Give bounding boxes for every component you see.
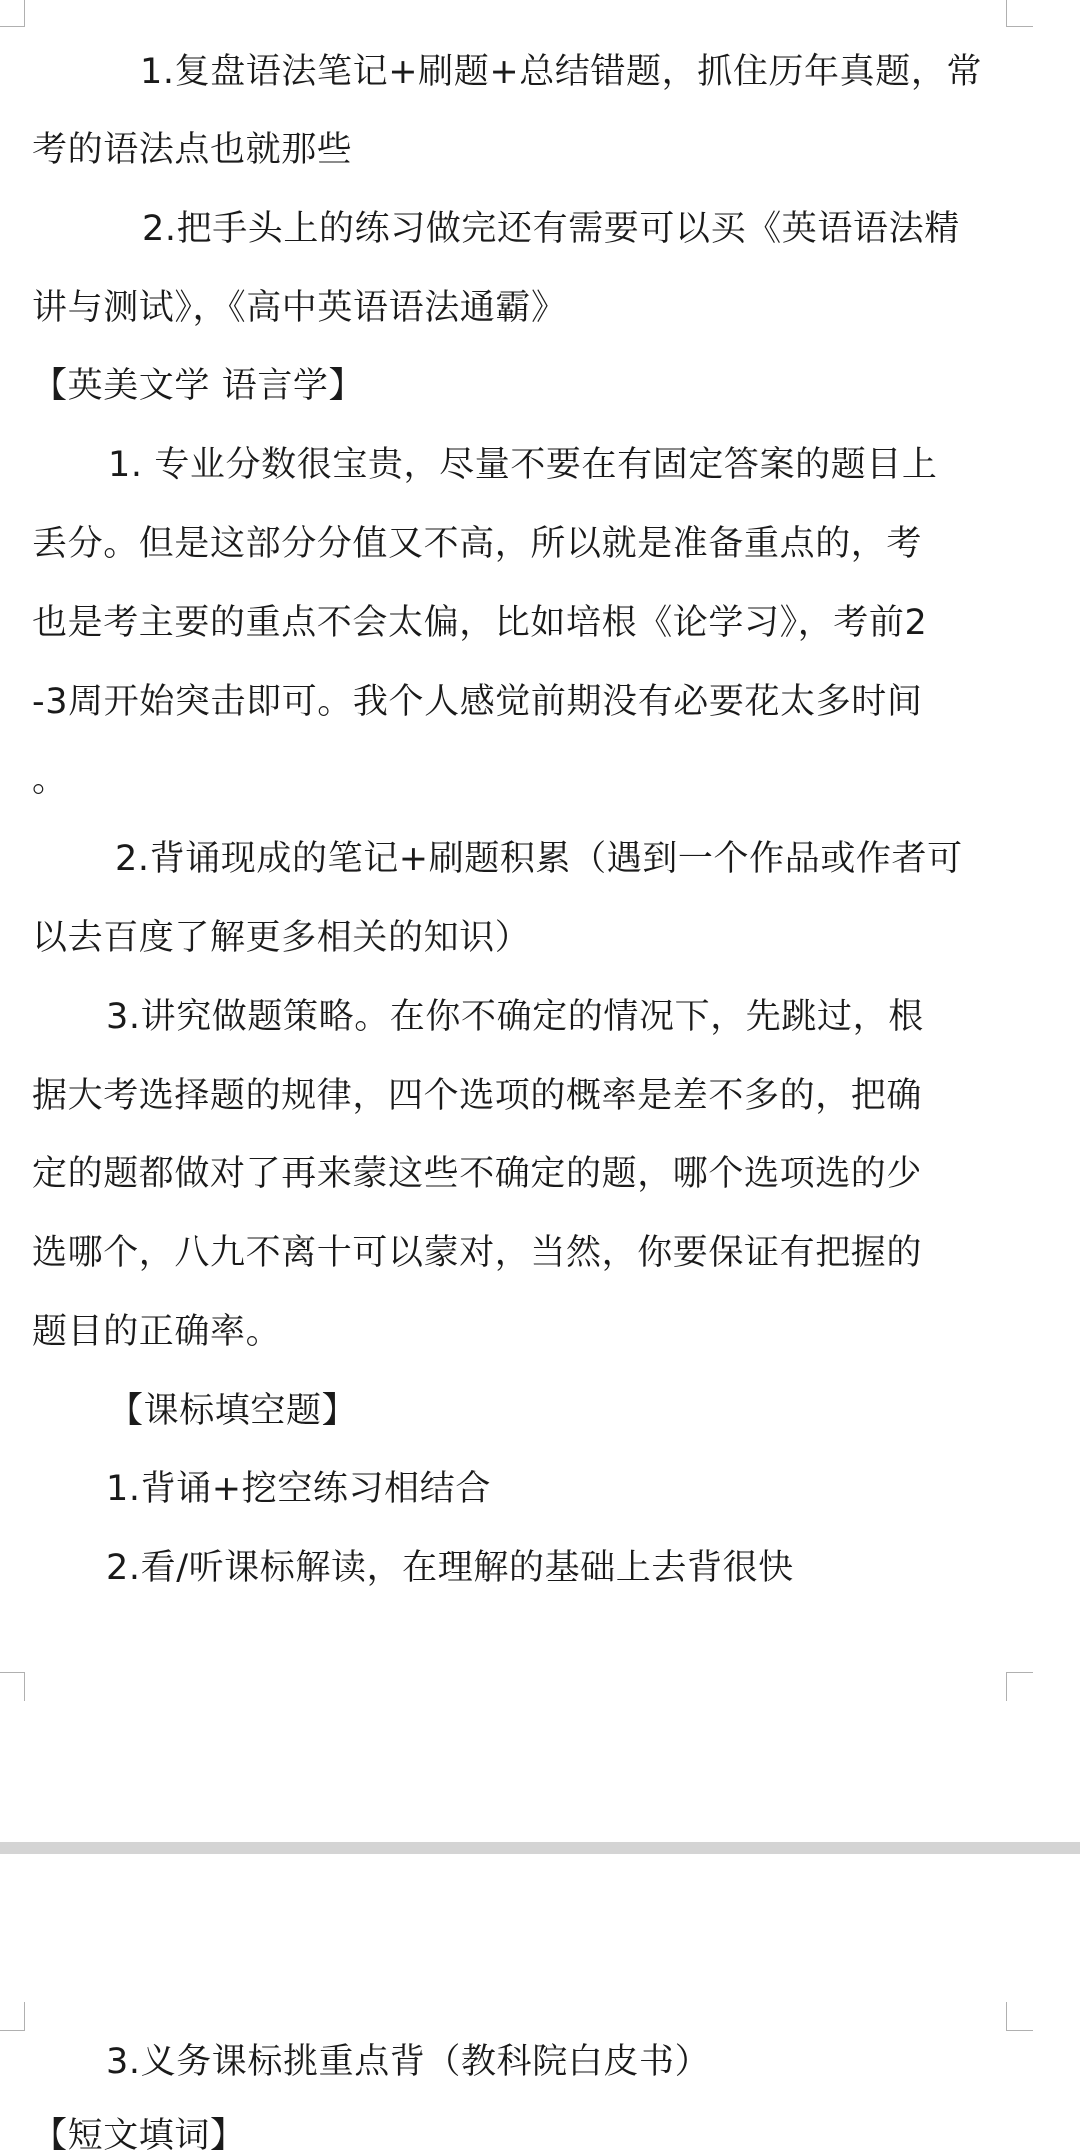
paragraph-line: 1.复盘语法笔记+刷题+总结错题，抓住历年真题，常 xyxy=(140,52,983,92)
paragraph-line: 以去百度了解更多相关的知识） xyxy=(32,918,531,958)
paragraph-line: 2.看/听课标解读，在理解的基础上去背很快 xyxy=(106,1548,794,1588)
document-page-2 xyxy=(0,1854,1080,2155)
section-heading: 【短文填词】 xyxy=(32,2116,246,2155)
paragraph-line: 讲与测试》，《高中英语语法通霸》 xyxy=(32,288,567,328)
paragraph-line: 选哪个，八九不离十可以蒙对，当然，你要保证有把握的 xyxy=(32,1233,923,1273)
page-corner-mark xyxy=(1006,2002,1033,2031)
page-corner-mark xyxy=(0,1672,25,1701)
paragraph-line: 2.背诵现成的笔记+刷题积累（遇到一个作品或作者可 xyxy=(115,839,963,879)
page-corner-mark xyxy=(1006,1672,1033,1701)
paragraph-line: -3周开始突击即可。我个人感觉前期没有必要花太多时间 xyxy=(32,682,923,722)
paragraph-line: 题目的正确率。 xyxy=(32,1312,282,1352)
section-heading: 【英美文学 语言学】 xyxy=(32,366,365,406)
paragraph-line: 也是考主要的重点不会太偏，比如培根《论学习》，考前2 xyxy=(32,603,928,643)
paragraph-line: 1. 专业分数很宝贵，尽量不要在有固定答案的题目上 xyxy=(108,445,938,485)
page-corner-mark xyxy=(0,2002,25,2031)
paragraph-line: 1.背诵+挖空练习相结合 xyxy=(106,1469,491,1509)
page-corner-mark xyxy=(1006,0,1033,27)
paragraph-line: 据大考选择题的规律，四个选项的概率是差不多的，把确 xyxy=(32,1076,923,1116)
paragraph-line: 。 xyxy=(32,760,68,800)
paragraph-line: 3.义务课标挑重点背（教科院白皮书） xyxy=(106,2042,711,2082)
paragraph-line: 丢分。但是这部分分值又不高，所以就是准备重点的，考 xyxy=(32,524,923,564)
paragraph-line: 2.把手头上的练习做完还有需要可以买《英语语法精 xyxy=(142,209,960,249)
paragraph-line: 定的题都做对了再来蒙这些不确定的题，哪个选项选的少 xyxy=(32,1154,923,1194)
section-heading: 【课标填空题】 xyxy=(108,1391,358,1431)
paragraph-line: 考的语法点也就那些 xyxy=(32,130,353,170)
page-separator xyxy=(0,1842,1080,1854)
paragraph-line: 3.讲究做题策略。在你不确定的情况下，先跳过，根 xyxy=(106,997,924,1037)
page-corner-mark xyxy=(0,0,25,27)
